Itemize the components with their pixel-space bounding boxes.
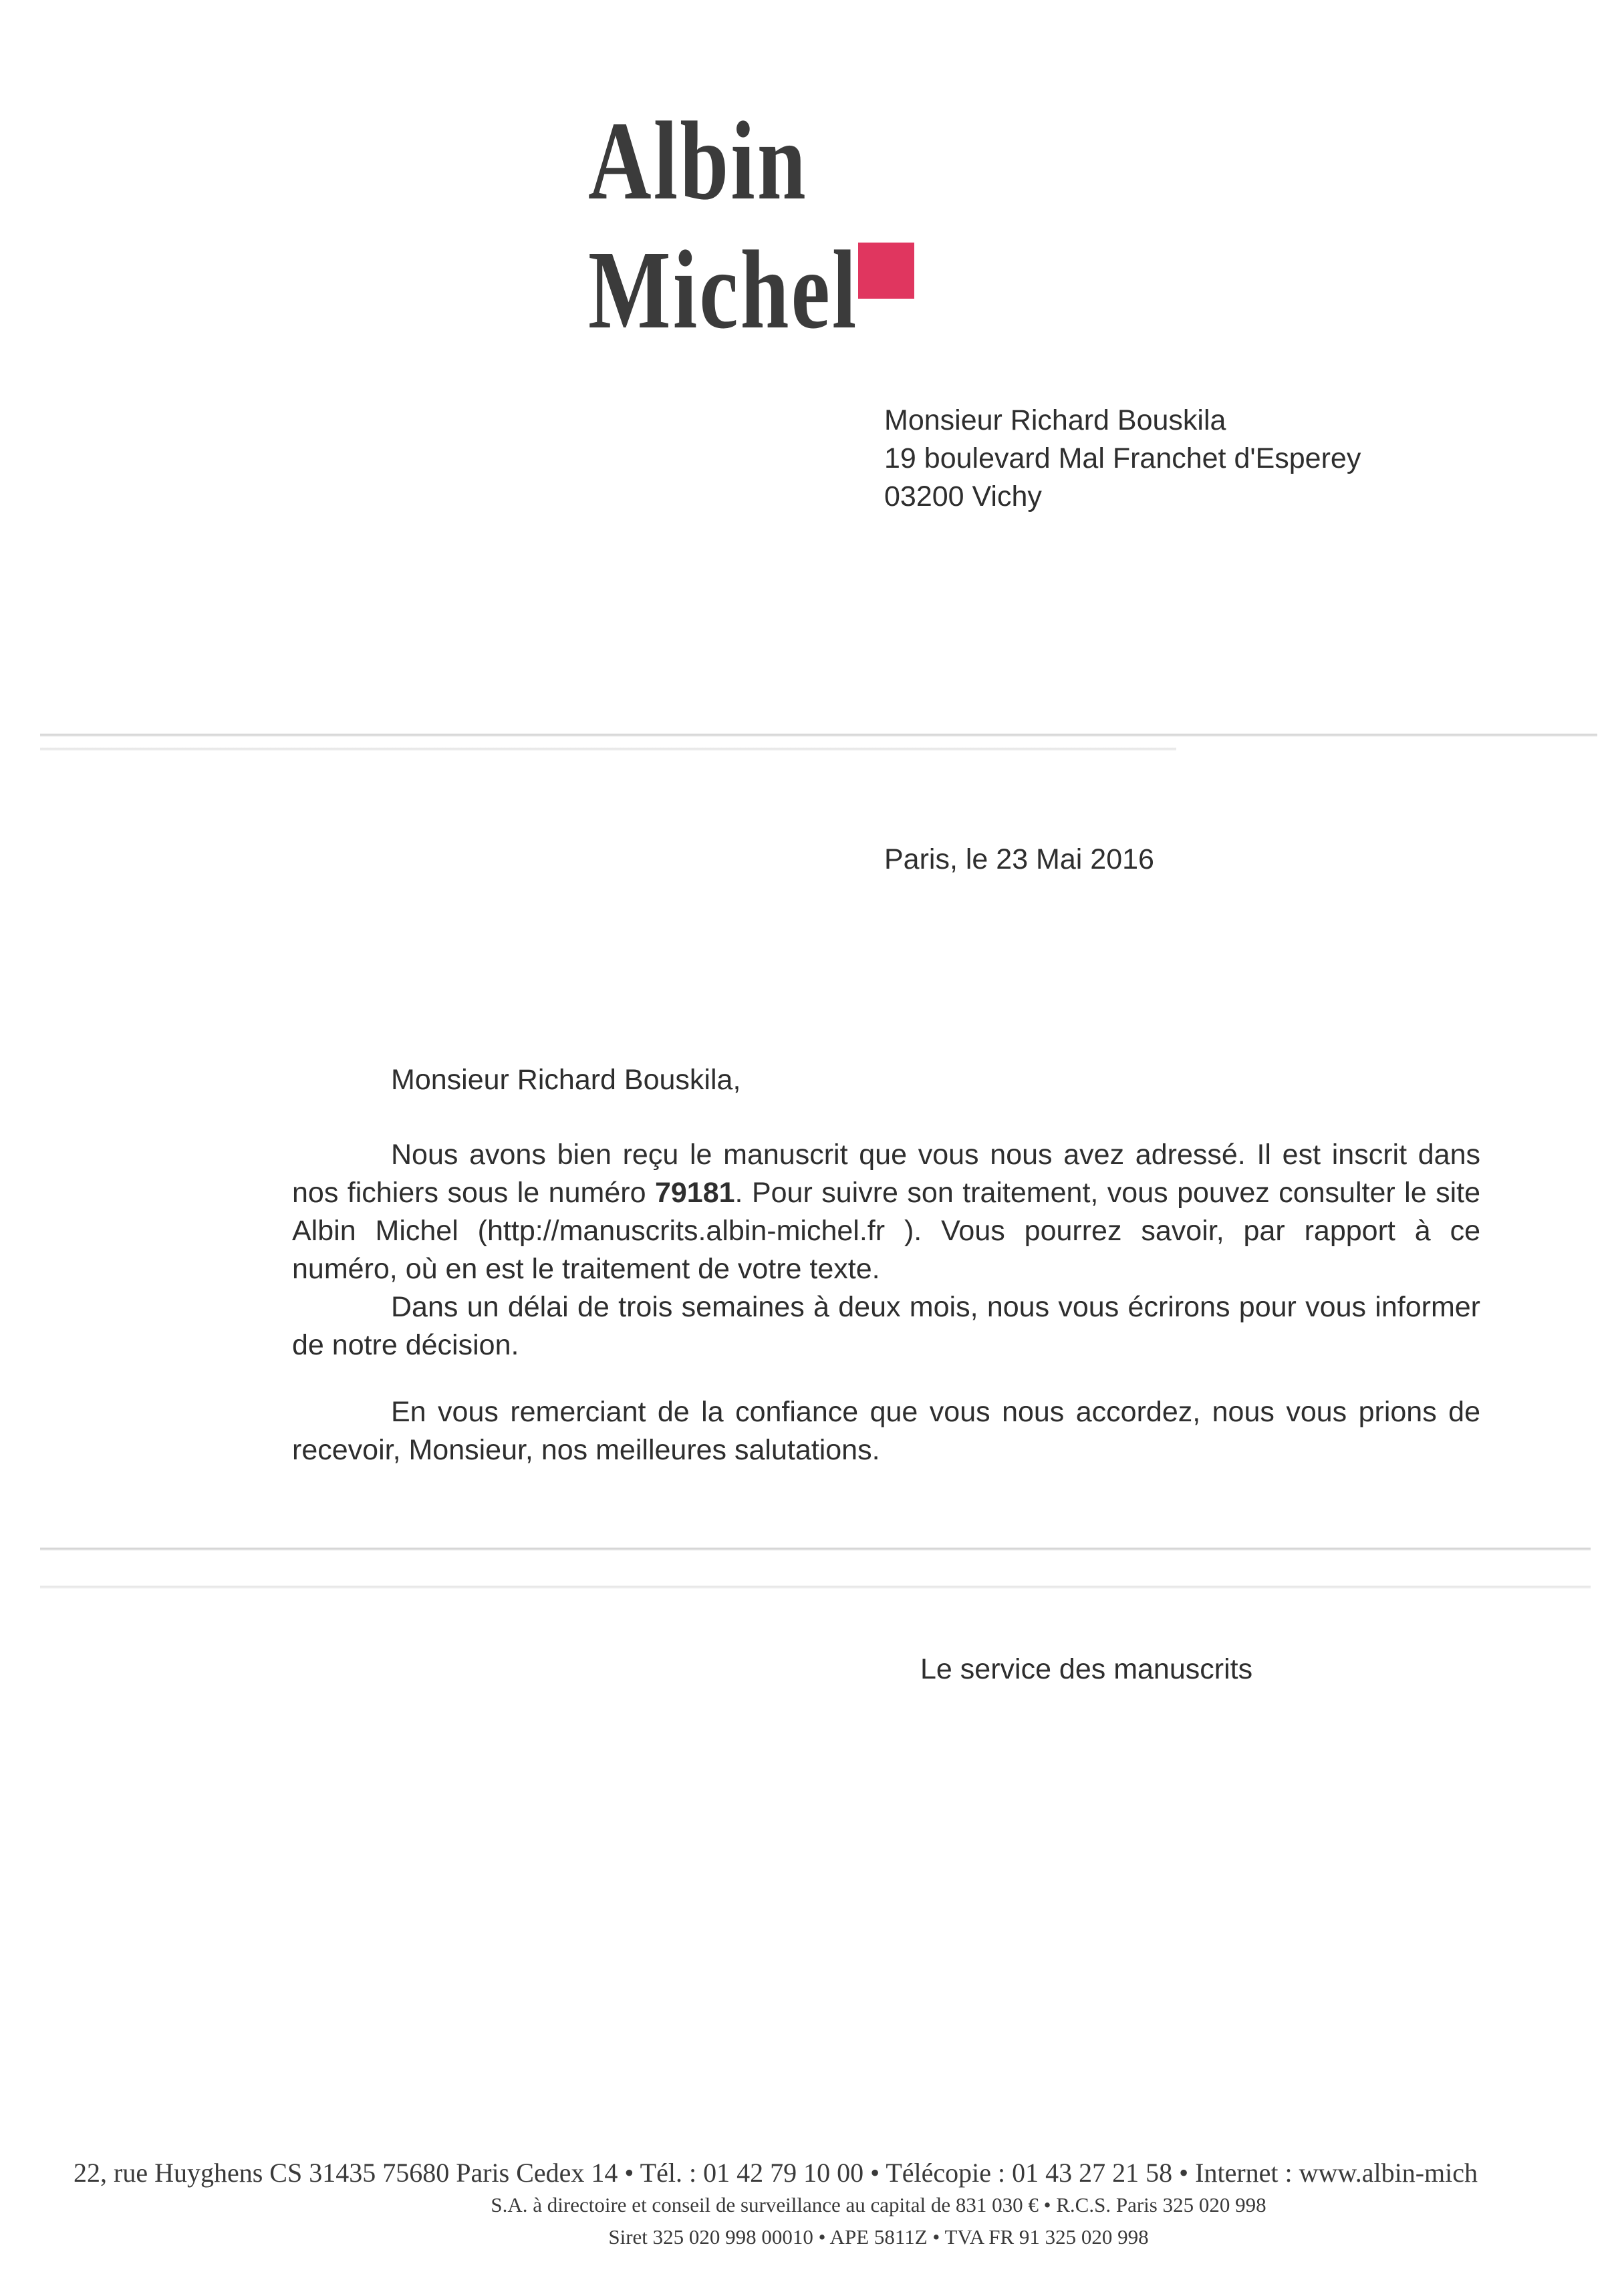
recipient-address xyxy=(884,402,1486,516)
recipient-city: 03200 Vichy xyxy=(884,480,1042,513)
fold-crease-lower xyxy=(40,1547,1591,1551)
recipient-name: Monsieur Richard Bouskila xyxy=(884,404,1226,436)
footer-contact: 22, rue Huyghens CS 31435 75680 Paris Cedex 14 • Tél. : 01 42 79 10 00 • Télécopie : 01 43 27 21 58 • Internet : www.albin-mich xyxy=(74,2158,1478,2188)
salutation: Monsieur Richard Bouskila, xyxy=(391,1064,741,1096)
dateline: Paris, le 23 Mai 2016 xyxy=(884,843,1154,875)
footer-legal: S.A. à directoire et conseil de surveillance au capital de 831 030 € • R.C.S. Paris 325 020 998 xyxy=(491,2193,1266,2216)
letter-body xyxy=(292,1136,1480,1365)
paragraph-receipt: Nous avons bien reçu le manuscrit que vous nous avez adressé. Il est inscrit dans nos fichiers sous le numéro 79181. Pour suivre son traitement, vous pouvez consulter le site Albin Michel (http://manuscrits.albin-michel.fr ). Vous pourrez savoir, par rapport à ce numéro, où en est le traitement de votre texte. xyxy=(292,1139,1481,1285)
logo-square xyxy=(858,243,914,299)
paragraph-closing: En vous remerciant de la confiance que vous nous accordez, nous vous prions de recevoir, Monsieur, nos meilleures salutations. xyxy=(292,1396,1480,1466)
publisher-logo: Albin Michel xyxy=(588,99,859,352)
fold-crease-top xyxy=(40,733,1597,737)
recipient-street: 19 boulevard Mal Franchet d'Esperey xyxy=(884,442,1361,474)
paragraph-delay: Dans un délai de trois semaines à deux mois, nous vous écrirons pour vous informer de notre décision. xyxy=(292,1291,1480,1361)
signature: Le service des manuscrits xyxy=(920,1653,1253,1685)
footer-registration: Siret 325 020 998 00010 • APE 5811Z • TVA FR 91 325 020 998 xyxy=(608,2225,1149,2249)
fold-crease-lower-bottom xyxy=(40,1585,1591,1589)
manuscript-number: 79181 xyxy=(654,1177,735,1209)
fold-crease-upper-bottom xyxy=(40,747,1176,751)
